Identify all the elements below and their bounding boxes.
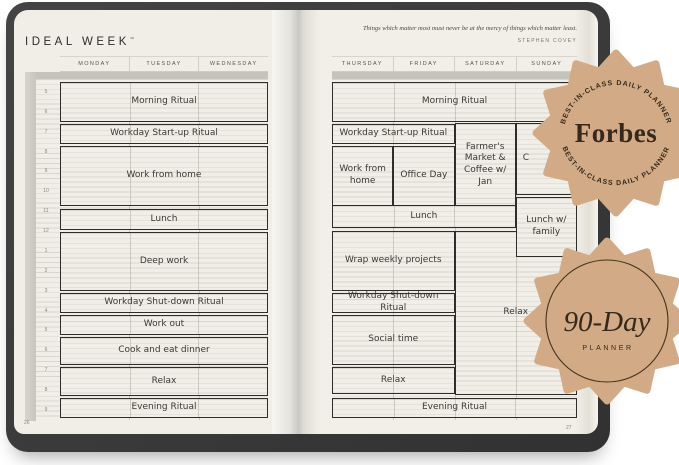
hour-label: 12 [43, 228, 49, 235]
schedule-block [60, 315, 268, 335]
schedule-block [60, 367, 268, 396]
schedule-block [60, 232, 268, 291]
schedule-block [60, 209, 268, 230]
planner-subtitle: PLANNER [582, 345, 634, 352]
schedule-block-label: Lunch [410, 210, 438, 221]
schedule-block [332, 205, 516, 228]
schedule-block [60, 337, 268, 365]
schedule-block [60, 293, 268, 313]
hour-label: 5 [44, 327, 48, 334]
forbes-logo: Forbes [574, 118, 658, 148]
hour-label: 4 [44, 307, 48, 314]
schedule-block-label: Relax [151, 375, 177, 386]
schedule-block-label: Work from home [126, 170, 202, 181]
schedule-block-label: Workday Shut-down Ritual [104, 297, 224, 308]
schedule-block-label: Cook and eat dinner [118, 345, 210, 356]
schedule-block [60, 146, 268, 206]
badge-arc-text-top: BEST-IN-CLASS DAILY PLANNER [559, 79, 673, 126]
hour-label: 3 [44, 287, 48, 294]
day-header-monday: MONDAY [78, 61, 111, 67]
schedule-block [393, 146, 454, 206]
quote-text: Things which matter most must never be at the mercy of things which matter least. [362, 25, 577, 32]
hour-label: 2 [44, 267, 48, 274]
schedule-block [332, 146, 393, 206]
day-header-friday: FRIDAY [393, 57, 455, 71]
schedule-block [60, 124, 268, 144]
hour-label: 7 [44, 128, 48, 135]
schedule-block-label: Lunch w/ family [526, 215, 567, 237]
hour-label: 9 [44, 406, 48, 413]
ninety-day-title: 90-Day [563, 306, 651, 338]
schedule-block-label: Morning Ritual [421, 96, 488, 107]
hour-label: 1 [44, 247, 48, 254]
page-number-left: 26 [24, 420, 30, 426]
hour-label: 6 [44, 108, 48, 115]
hour-label: 8 [44, 387, 48, 394]
schedule-block-label: Workday Shut-down Ritual [348, 291, 439, 313]
day-header-wednesday: WEDNESDAY [198, 57, 268, 71]
left-schedule-grid [60, 82, 268, 420]
schedule-block-label: Work from home [339, 164, 386, 186]
left-day-header-row [60, 56, 268, 72]
schedule-block [332, 231, 455, 291]
schedule-block [455, 123, 516, 207]
hour-label: 8 [44, 148, 48, 155]
hour-label: 7 [44, 367, 48, 374]
day-header-thursday: THURSDAY [341, 61, 383, 67]
hour-label: 5 [44, 88, 48, 95]
schedule-block-label: Workday Start-up Ritual [110, 128, 218, 139]
quote-block [290, 25, 577, 44]
hour-column [36, 82, 56, 420]
schedule-block-label: Work out [143, 319, 185, 330]
hour-label: 6 [44, 347, 48, 354]
schedule-block-label: Workday Start-up Ritual [339, 128, 448, 139]
schedule-block [332, 367, 455, 394]
badge-arc-text-bottom: BEST-IN-CLASS DAILY PLANNER [560, 145, 672, 188]
ninety-day-badge [522, 236, 679, 406]
hour-label: 9 [44, 168, 48, 175]
notebook-spine [272, 10, 318, 434]
left-allday-band [36, 72, 268, 79]
schedule-block-label: Relax [380, 374, 406, 385]
schedule-block [332, 315, 455, 365]
schedule-block-label: Social time [368, 334, 419, 345]
schedule-block-label: Relax [503, 307, 529, 318]
schedule-block-label: Evening Ritual [421, 402, 488, 413]
schedule-block-label: Farmer's Market & Coffee w/ Jan [463, 141, 507, 187]
schedule-block [332, 293, 455, 313]
trademark-symbol: ™ [129, 36, 134, 42]
page-title [25, 36, 134, 48]
day-header-tuesday: TUESDAY [129, 57, 199, 71]
day-header-sunday: SUNDAY [516, 57, 578, 71]
hour-label: 10 [43, 188, 49, 195]
page-number-right: 27 [566, 425, 572, 431]
schedule-block-label: Morning Ritual [131, 96, 197, 107]
schedule-block [60, 398, 268, 418]
schedule-block-label: Lunch [150, 213, 178, 224]
schedule-block [332, 124, 455, 144]
forbes-badge [531, 48, 679, 218]
schedule-block-label: Evening Ritual [131, 402, 197, 413]
page-title-text: IDEAL WEEK [25, 36, 130, 48]
schedule-block-label: Deep work [139, 255, 189, 266]
quote-author: STEPHEN COVEY [517, 38, 577, 44]
page-tab-strip [25, 72, 36, 421]
schedule-block-label: Office Day [400, 170, 448, 181]
schedule-block-label: Wrap weekly projects [344, 255, 442, 266]
schedule-block-label: C [522, 153, 530, 164]
hour-label: 11 [43, 208, 49, 215]
day-header-saturday: SATURDAY [454, 57, 516, 71]
schedule-block [60, 82, 268, 122]
